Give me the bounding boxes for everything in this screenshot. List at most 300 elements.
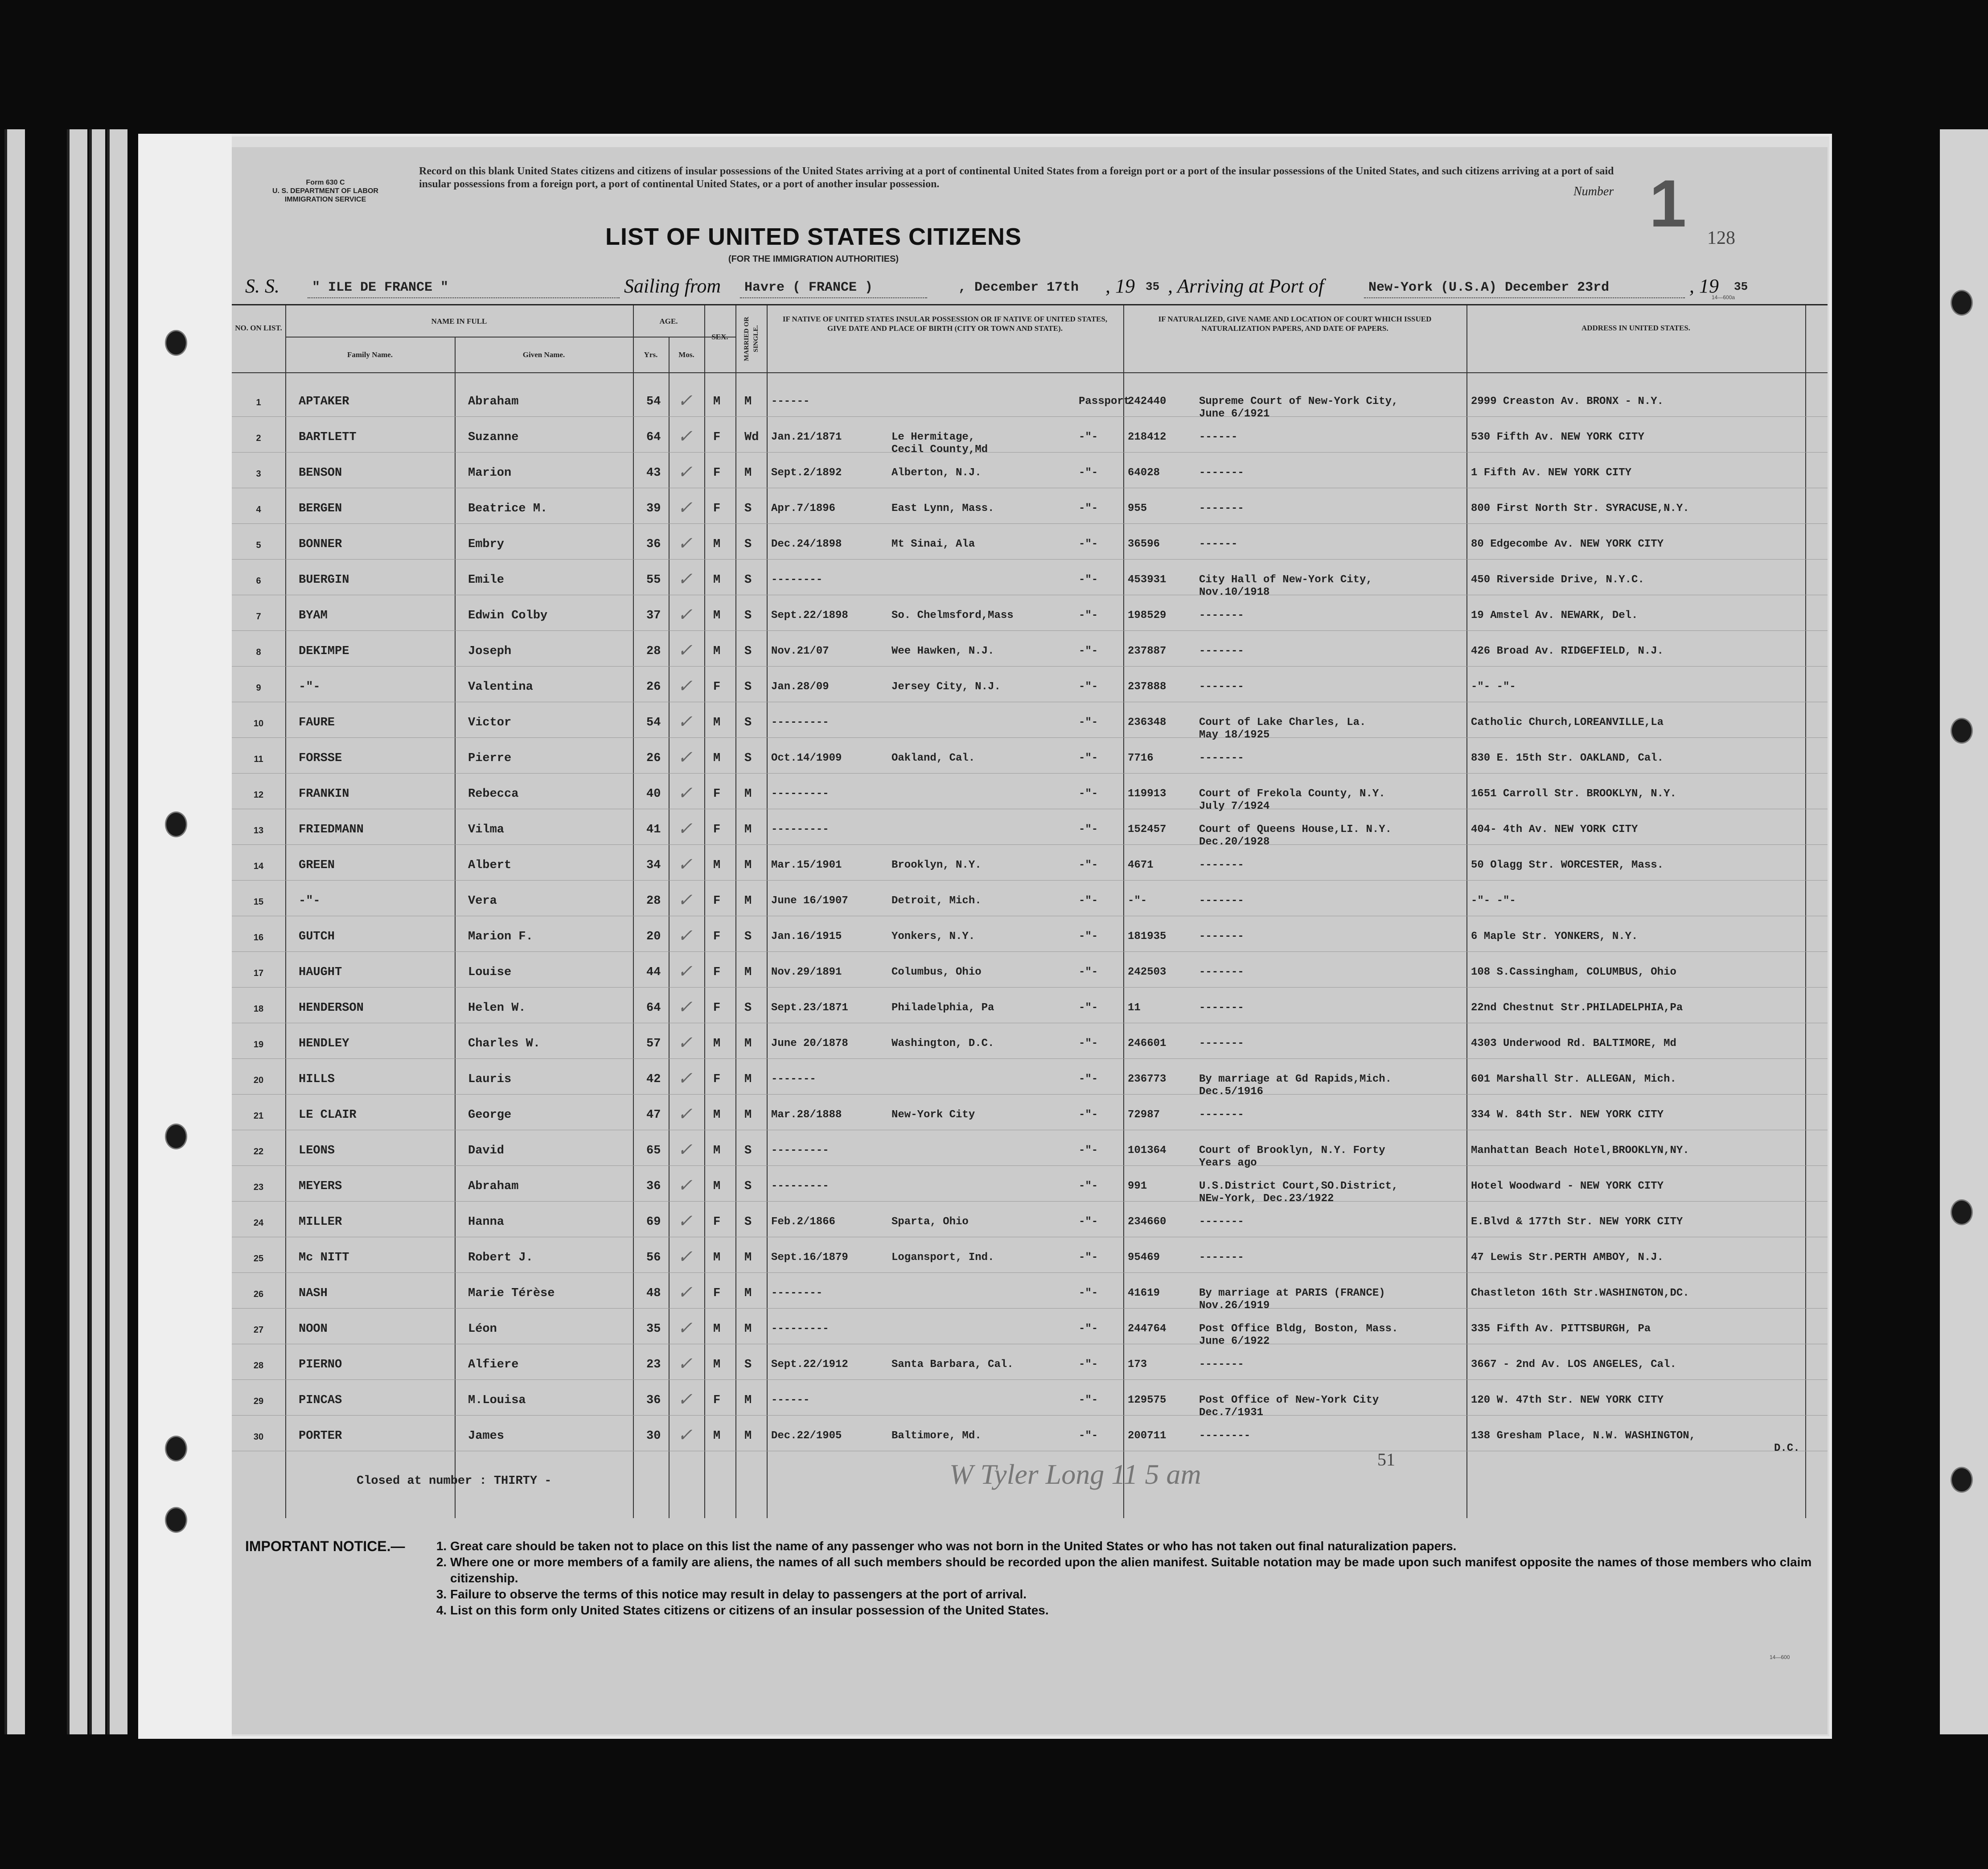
- row-number: 8: [256, 647, 261, 657]
- certificate-number: 129575: [1128, 1394, 1167, 1406]
- given-name: Abraham: [468, 395, 519, 408]
- birth-date: Nov.29/1891: [771, 966, 842, 978]
- certificate-number: 36596: [1128, 538, 1160, 550]
- given-name: Rebecca: [468, 787, 519, 801]
- table-row: [232, 1344, 1828, 1380]
- departure-port: Havre ( FRANCE ): [744, 280, 873, 295]
- table-row: [232, 1309, 1828, 1347]
- birth-date: Feb.2/1866: [771, 1216, 836, 1228]
- row-number: 17: [253, 968, 264, 978]
- certificate-number: -"-: [1128, 895, 1147, 907]
- family-name: HILLS: [299, 1073, 335, 1086]
- given-name: Léon: [468, 1322, 497, 1336]
- check-mark-icon: ✓: [678, 890, 693, 910]
- age-years: 30: [646, 1429, 661, 1443]
- underline: [1364, 297, 1685, 298]
- given-name: Albert: [468, 859, 512, 872]
- family-name: PORTER: [299, 1429, 342, 1443]
- birth-date: June 20/1878: [771, 1037, 848, 1050]
- row-number: 4: [256, 505, 261, 515]
- naturalization-court: -------: [1199, 752, 1244, 764]
- passport-note: -"-: [1079, 1073, 1098, 1085]
- row-number: 29: [253, 1396, 264, 1406]
- given-name: Lauris: [468, 1073, 512, 1086]
- birth-date: ---------: [771, 716, 829, 729]
- row-number: 7: [256, 612, 261, 622]
- us-address: Chastleton 16th Str.WASHINGTON,DC.: [1471, 1287, 1689, 1299]
- given-name: Vilma: [468, 823, 505, 836]
- punch-hole: [1951, 290, 1973, 316]
- age-years: 23: [646, 1358, 661, 1371]
- given-name: David: [468, 1144, 505, 1157]
- passport-note: -"-: [1079, 1037, 1098, 1050]
- naturalization-court: Court of Brooklyn, N.Y. Forty: [1199, 1144, 1385, 1157]
- passport-note: -"-: [1079, 1430, 1098, 1442]
- sex: F: [713, 1215, 721, 1229]
- passport-note: -"-: [1079, 1394, 1098, 1406]
- col-given-name: Given Name.: [522, 350, 565, 359]
- passport-note: -"-: [1079, 1359, 1098, 1371]
- sex: M: [713, 716, 721, 729]
- naturalization-date: Nov.26/1919: [1199, 1300, 1270, 1312]
- family-name: Mc NITT: [299, 1251, 349, 1264]
- birth-date: June 16/1907: [771, 895, 848, 907]
- ship-name: " ILE DE FRANCE ": [312, 280, 449, 295]
- marital-status: M: [744, 1429, 752, 1443]
- passport-note: -"-: [1079, 502, 1098, 515]
- sex: F: [713, 431, 721, 444]
- check-mark-icon: ✓: [678, 1104, 693, 1124]
- birth-date: Mar.15/1901: [771, 859, 842, 871]
- table-row: [232, 738, 1828, 774]
- certificate-number: 236773: [1128, 1073, 1167, 1085]
- naturalization-court: -------: [1199, 1109, 1244, 1121]
- sex: M: [713, 1358, 721, 1371]
- passport-note: -"-: [1079, 1323, 1098, 1335]
- service: IMMIGRATION SERVICE: [284, 196, 366, 203]
- naturalization-court: Court of Lake Charles, La.: [1199, 716, 1366, 729]
- sex: M: [713, 1144, 721, 1157]
- row-number: 24: [253, 1218, 264, 1228]
- given-name: Vera: [468, 894, 497, 908]
- marital-status: S: [744, 716, 752, 729]
- naturalization-court: -------: [1199, 645, 1244, 657]
- sex: M: [713, 395, 721, 408]
- check-mark-icon: ✓: [678, 997, 693, 1017]
- naturalization-date: Years ago: [1199, 1157, 1257, 1169]
- age-years: 69: [646, 1215, 661, 1229]
- table-row: [232, 845, 1828, 881]
- birth-date: Jan.16/1915: [771, 930, 842, 943]
- us-address: 1651 Carroll Str. BROOKLYN, N.Y.: [1471, 788, 1676, 800]
- sex: F: [713, 1001, 721, 1015]
- certificate-number: 64028: [1128, 467, 1160, 479]
- passport-note: -"-: [1079, 467, 1098, 479]
- age-years: 48: [646, 1287, 661, 1300]
- table-row: [232, 988, 1828, 1023]
- us-address: 50 Olagg Str. WORCESTER, Mass.: [1471, 859, 1664, 871]
- check-mark-icon: ✓: [678, 1140, 693, 1160]
- handwritten-51: 51: [1377, 1449, 1395, 1470]
- birth-date: Nov.21/07: [771, 645, 829, 657]
- given-name: Marie Térèse: [468, 1287, 555, 1300]
- family-name: LEONS: [299, 1144, 335, 1157]
- birth-date: Sept.16/1879: [771, 1251, 848, 1264]
- table-row: [232, 952, 1828, 988]
- age-years: 54: [646, 716, 661, 729]
- notice-item: 1. Great care should be taken not to place on this list the name of any passenger who was not born in the United States or who has not taken out final naturalization papers.: [450, 1538, 1814, 1554]
- check-mark-icon: ✓: [678, 605, 693, 625]
- row-number: 2: [256, 433, 261, 443]
- family-name: FRIEDMANN: [299, 823, 364, 836]
- passport-note: -"-: [1079, 1002, 1098, 1014]
- check-mark-icon: ✓: [678, 747, 693, 767]
- given-name: Victor: [468, 716, 512, 729]
- us-address: 335 Fifth Av. PITTSBURGH, Pa: [1471, 1323, 1651, 1335]
- marital-status: M: [744, 1394, 752, 1407]
- age-years: 40: [646, 787, 661, 801]
- voyage-line: [245, 275, 1814, 301]
- given-name: Valentina: [468, 680, 533, 694]
- check-mark-icon: ✓: [678, 1247, 693, 1267]
- certificate-number: 246601: [1128, 1037, 1167, 1050]
- punch-hole: [165, 811, 187, 837]
- table-row: [232, 667, 1828, 702]
- age-years: 56: [646, 1251, 661, 1264]
- us-address: 800 First North Str. SYRACUSE,N.Y.: [1471, 502, 1689, 515]
- col-age-mos: Mos.: [678, 350, 694, 359]
- document-sheet: [138, 134, 1832, 1739]
- given-name: Suzanne: [468, 431, 519, 444]
- binder-strip: [4, 129, 25, 1734]
- naturalization-court: U.S.District Court,SO.District,: [1199, 1180, 1398, 1192]
- birth-place-line2: Cecil County,Md: [891, 444, 988, 456]
- check-mark-icon: ✓: [678, 926, 693, 946]
- birth-date: ------: [771, 395, 810, 408]
- certificate-number: 95469: [1128, 1251, 1160, 1264]
- naturalization-court: ------: [1199, 538, 1238, 550]
- sex: F: [713, 502, 721, 515]
- birth-place: Philadelphia, Pa: [891, 1002, 994, 1014]
- col-family-name: Family Name.: [347, 350, 393, 359]
- form-ref-bottom: 14—600: [1770, 1654, 1790, 1660]
- marital-status: S: [744, 752, 752, 765]
- row-number: 19: [253, 1040, 264, 1050]
- age-years: 64: [646, 1001, 661, 1015]
- closing-line: Closed at number : THIRTY -: [357, 1474, 552, 1488]
- naturalization-court: Post Office of New-York City: [1199, 1394, 1379, 1406]
- check-mark-icon: ✓: [678, 1318, 693, 1338]
- age-years: 36: [646, 538, 661, 551]
- row-number: 13: [253, 826, 264, 836]
- naturalization-court: By marriage at Gd Rapids,Mich.: [1199, 1073, 1392, 1085]
- certificate-number: 242503: [1128, 966, 1167, 978]
- us-address: 1 Fifth Av. NEW YORK CITY: [1471, 467, 1632, 479]
- us-address: 47 Lewis Str.PERTH AMBOY, N.J.: [1471, 1251, 1664, 1264]
- table-row: [232, 1237, 1828, 1273]
- us-address: 450 Riverside Drive, N.Y.C.: [1471, 574, 1644, 586]
- us-address: 404- 4th Av. NEW YORK CITY: [1471, 823, 1638, 836]
- birth-date: --------: [771, 1287, 823, 1299]
- col-address: ADDRESS IN UNITED STATES.: [1581, 324, 1691, 332]
- passport-note: -"-: [1079, 538, 1098, 550]
- row-number: 1: [256, 398, 261, 408]
- birth-date: ---------: [771, 1180, 829, 1192]
- given-name: Beatrice M.: [468, 502, 548, 515]
- sex: M: [713, 1251, 721, 1264]
- punch-hole: [165, 1124, 187, 1149]
- birth-date: Jan.28/09: [771, 681, 829, 693]
- check-mark-icon: ✓: [678, 676, 693, 696]
- age-years: 36: [646, 1394, 661, 1407]
- check-mark-icon: ✓: [678, 961, 693, 981]
- marital-status: M: [744, 466, 752, 480]
- birth-date: -------: [771, 1073, 816, 1085]
- naturalization-date: July 7/1924: [1199, 800, 1270, 812]
- naturalization-court: -------: [1199, 1216, 1244, 1228]
- family-name: DEKIMPE: [299, 645, 349, 658]
- sex: M: [713, 538, 721, 551]
- col-age-yrs: Yrs.: [644, 350, 658, 359]
- row-number: 22: [253, 1147, 264, 1157]
- birth-place: Logansport, Ind.: [891, 1251, 994, 1264]
- family-name: BUERGIN: [299, 573, 349, 587]
- table-row: [232, 560, 1828, 598]
- table-row: [232, 1095, 1828, 1130]
- marital-status: M: [744, 859, 752, 872]
- table-row: [232, 881, 1828, 916]
- birth-date: Dec.24/1898: [771, 538, 842, 550]
- given-name: Marion F.: [468, 930, 533, 943]
- row-number: 20: [253, 1075, 264, 1085]
- arrival-port-date: New-York (U.S.A) December 23rd: [1368, 280, 1610, 295]
- row-number: 28: [253, 1361, 264, 1371]
- col-naturalized: IF NATURALIZED, GIVE NAME AND LOCATION OF COURT WHICH ISSUED NATURALIZATION PAPERS, AND DATE OF PAPERS.: [1158, 315, 1432, 333]
- table-row: [232, 524, 1828, 560]
- naturalization-date: June 6/1922: [1199, 1335, 1270, 1347]
- manifest-rows: [232, 372, 1828, 1514]
- age-years: 42: [646, 1073, 661, 1086]
- naturalization-court: -------: [1199, 895, 1244, 907]
- row-number: 9: [256, 683, 261, 693]
- age-years: 37: [646, 609, 661, 622]
- us-address: 4303 Underwood Rd. BALTIMORE, Md: [1471, 1037, 1676, 1050]
- underline: [308, 297, 620, 298]
- us-address: 120 W. 47th Str. NEW YORK CITY: [1471, 1394, 1664, 1406]
- sailing-label: Sailing from: [624, 275, 721, 297]
- sex: M: [713, 1108, 721, 1122]
- birth-date: ------: [771, 1394, 810, 1406]
- family-name: NOON: [299, 1322, 328, 1336]
- check-mark-icon: ✓: [678, 1282, 693, 1302]
- list-number: 1: [1649, 166, 1687, 241]
- table-row: [232, 1202, 1828, 1237]
- us-address: -"- -"-: [1471, 895, 1516, 907]
- birth-date: Apr.7/1896: [771, 502, 836, 515]
- certificate-number: 4671: [1128, 859, 1154, 871]
- col-name-in-full: NAME IN FULL: [431, 317, 487, 325]
- table-row: [232, 417, 1828, 456]
- sex: M: [713, 609, 721, 622]
- table-row: [232, 631, 1828, 667]
- marital-status: S: [744, 1144, 752, 1157]
- check-mark-icon: ✓: [678, 1389, 693, 1409]
- certificate-number: 152457: [1128, 823, 1167, 836]
- punch-hole: [1951, 718, 1973, 744]
- us-address: 22nd Chestnut Str.PHILADELPHIA,Pa: [1471, 1002, 1683, 1014]
- passport-note: -"-: [1079, 895, 1098, 907]
- marital-status: S: [744, 930, 752, 943]
- punched-margin: [138, 134, 232, 1739]
- passport-note: -"-: [1079, 431, 1098, 443]
- family-name: GUTCH: [299, 930, 335, 943]
- check-mark-icon: ✓: [678, 1068, 693, 1088]
- form-630c: [232, 147, 1828, 1734]
- marital-status: S: [744, 680, 752, 694]
- naturalization-date: NEw-York, Dec.23/1922: [1199, 1193, 1334, 1205]
- binder-left-edge: [0, 129, 134, 1734]
- family-name: MEYERS: [299, 1180, 342, 1193]
- sex: F: [713, 1394, 721, 1407]
- check-mark-icon: ✓: [678, 783, 693, 803]
- naturalization-court: -------: [1199, 930, 1244, 943]
- us-address: 108 S.Cassingham, COLUMBUS, Ohio: [1471, 966, 1676, 978]
- age-years: 39: [646, 502, 661, 515]
- certificate-number: 173: [1128, 1359, 1147, 1371]
- birth-date: Oct.14/1909: [771, 752, 842, 764]
- family-name: NASH: [299, 1287, 328, 1300]
- certificate-number: 200711: [1128, 1430, 1167, 1442]
- age-years: 54: [646, 395, 661, 408]
- col-age: AGE.: [659, 317, 678, 325]
- family-name: MILLER: [299, 1215, 342, 1229]
- given-name: M.Louisa: [468, 1394, 526, 1407]
- table-row: [232, 1023, 1828, 1059]
- sex: F: [713, 1073, 721, 1086]
- row-number: 3: [256, 469, 261, 479]
- page-subtitle: (FOR THE IMMIGRATION AUTHORITIES): [728, 254, 899, 264]
- table-row: [232, 381, 1828, 420]
- birth-date: ---------: [771, 1323, 829, 1335]
- subheader-rule: [285, 337, 735, 338]
- birth-place: New-York City: [891, 1109, 975, 1121]
- row-number: 11: [254, 754, 263, 764]
- birth-place: Oakland, Cal.: [891, 752, 975, 764]
- sex: M: [713, 1037, 721, 1050]
- age-years: 36: [646, 1180, 661, 1193]
- arrival-year: 35: [1734, 280, 1748, 293]
- col-sex: SEX.: [711, 333, 728, 341]
- certificate-number: 236348: [1128, 716, 1167, 729]
- sex: F: [713, 1287, 721, 1300]
- sex: F: [713, 680, 721, 694]
- col-married-single: MARRIED OR SINGLE.: [743, 317, 760, 361]
- sex: M: [713, 1180, 721, 1193]
- notice-item: 4. List on this form only United States citizens or citizens of an insular possession of the United States.: [450, 1602, 1814, 1618]
- given-name: Marion: [468, 466, 512, 480]
- family-name: FRANKIN: [299, 787, 349, 801]
- birth-place: Detroit, Mich.: [891, 895, 982, 907]
- form-identifier: [245, 178, 406, 204]
- table-row: [232, 1059, 1828, 1098]
- check-mark-icon: ✓: [678, 1211, 693, 1231]
- family-name: BERGEN: [299, 502, 342, 515]
- year-label-1: , 19: [1105, 275, 1135, 297]
- family-name: HENDLEY: [299, 1037, 349, 1050]
- ss-label: S. S.: [245, 275, 279, 297]
- birth-place: East Lynn, Mass.: [891, 502, 994, 515]
- naturalization-court: -------: [1199, 1037, 1244, 1050]
- check-mark-icon: ✓: [678, 1354, 693, 1374]
- marital-status: M: [744, 1037, 752, 1050]
- naturalization-date: Dec.5/1916: [1199, 1086, 1264, 1098]
- marital-status: M: [744, 1108, 752, 1122]
- check-mark-icon: ✓: [678, 426, 693, 446]
- binder-strip: [67, 129, 87, 1734]
- check-mark-icon: ✓: [678, 1033, 693, 1053]
- sex: F: [713, 787, 721, 801]
- family-name: PINCAS: [299, 1394, 342, 1407]
- table-row: [232, 595, 1828, 631]
- us-address: 426 Broad Av. RIDGEFIELD, N.J.: [1471, 645, 1664, 657]
- marital-status: M: [744, 787, 752, 801]
- marital-status: S: [744, 573, 752, 587]
- binder-strip: [107, 129, 127, 1734]
- certificate-number: 218412: [1128, 431, 1167, 443]
- age-years: 28: [646, 894, 661, 908]
- naturalization-court: -------: [1199, 502, 1244, 515]
- birth-date: ---------: [771, 823, 829, 836]
- birth-place: Mt Sinai, Ala: [891, 538, 975, 550]
- naturalization-date: Nov.10/1918: [1199, 586, 1270, 598]
- passport-note: -"-: [1079, 645, 1098, 657]
- birth-place: Columbus, Ohio: [891, 966, 982, 978]
- row-number: 30: [253, 1432, 264, 1442]
- certificate-number: 991: [1128, 1180, 1147, 1192]
- naturalization-court: -------: [1199, 467, 1244, 479]
- naturalization-court: --------: [1199, 1430, 1251, 1442]
- row-number: 12: [253, 790, 264, 800]
- certificate-number: 41619: [1128, 1287, 1160, 1299]
- passport-note: Passport: [1079, 395, 1130, 408]
- marital-status: M: [744, 823, 752, 836]
- passport-note: -"-: [1079, 1251, 1098, 1264]
- table-row: [232, 453, 1828, 488]
- certificate-number: 101364: [1128, 1144, 1167, 1157]
- adjacent-page-edge: [1940, 129, 1988, 1734]
- row-number: 6: [256, 576, 261, 586]
- certificate-number: 453931: [1128, 574, 1167, 586]
- passport-note: -"-: [1079, 930, 1098, 943]
- manifest-table: [232, 304, 1828, 1518]
- birth-place: Wee Hawken, N.J.: [891, 645, 994, 657]
- given-name: Joseph: [468, 645, 512, 658]
- punch-hole: [165, 1436, 187, 1461]
- passport-note: -"-: [1079, 1109, 1098, 1121]
- us-address-line2: D.C.: [1774, 1442, 1800, 1454]
- passport-note: -"-: [1079, 788, 1098, 800]
- family-name: FAURE: [299, 716, 335, 729]
- us-address: 334 W. 84th Str. NEW YORK CITY: [1471, 1109, 1664, 1121]
- us-address: 830 E. 15th Str. OAKLAND, Cal.: [1471, 752, 1664, 764]
- passport-note: -"-: [1079, 1216, 1098, 1228]
- birth-date: Sept.23/1871: [771, 1002, 848, 1014]
- notice-item: 2. Where one or more members of a family are aliens, the names of all such members should be recorded upon the alien manifest. Suitable notation may be made upon such manifest opposite the names of those members who claim citizenship.: [450, 1554, 1814, 1586]
- number-label: Number: [1573, 185, 1614, 198]
- birth-place: Jersey City, N.J.: [891, 681, 1001, 693]
- naturalization-date: Dec.7/1931: [1199, 1407, 1264, 1419]
- certificate-number: 198529: [1128, 609, 1167, 622]
